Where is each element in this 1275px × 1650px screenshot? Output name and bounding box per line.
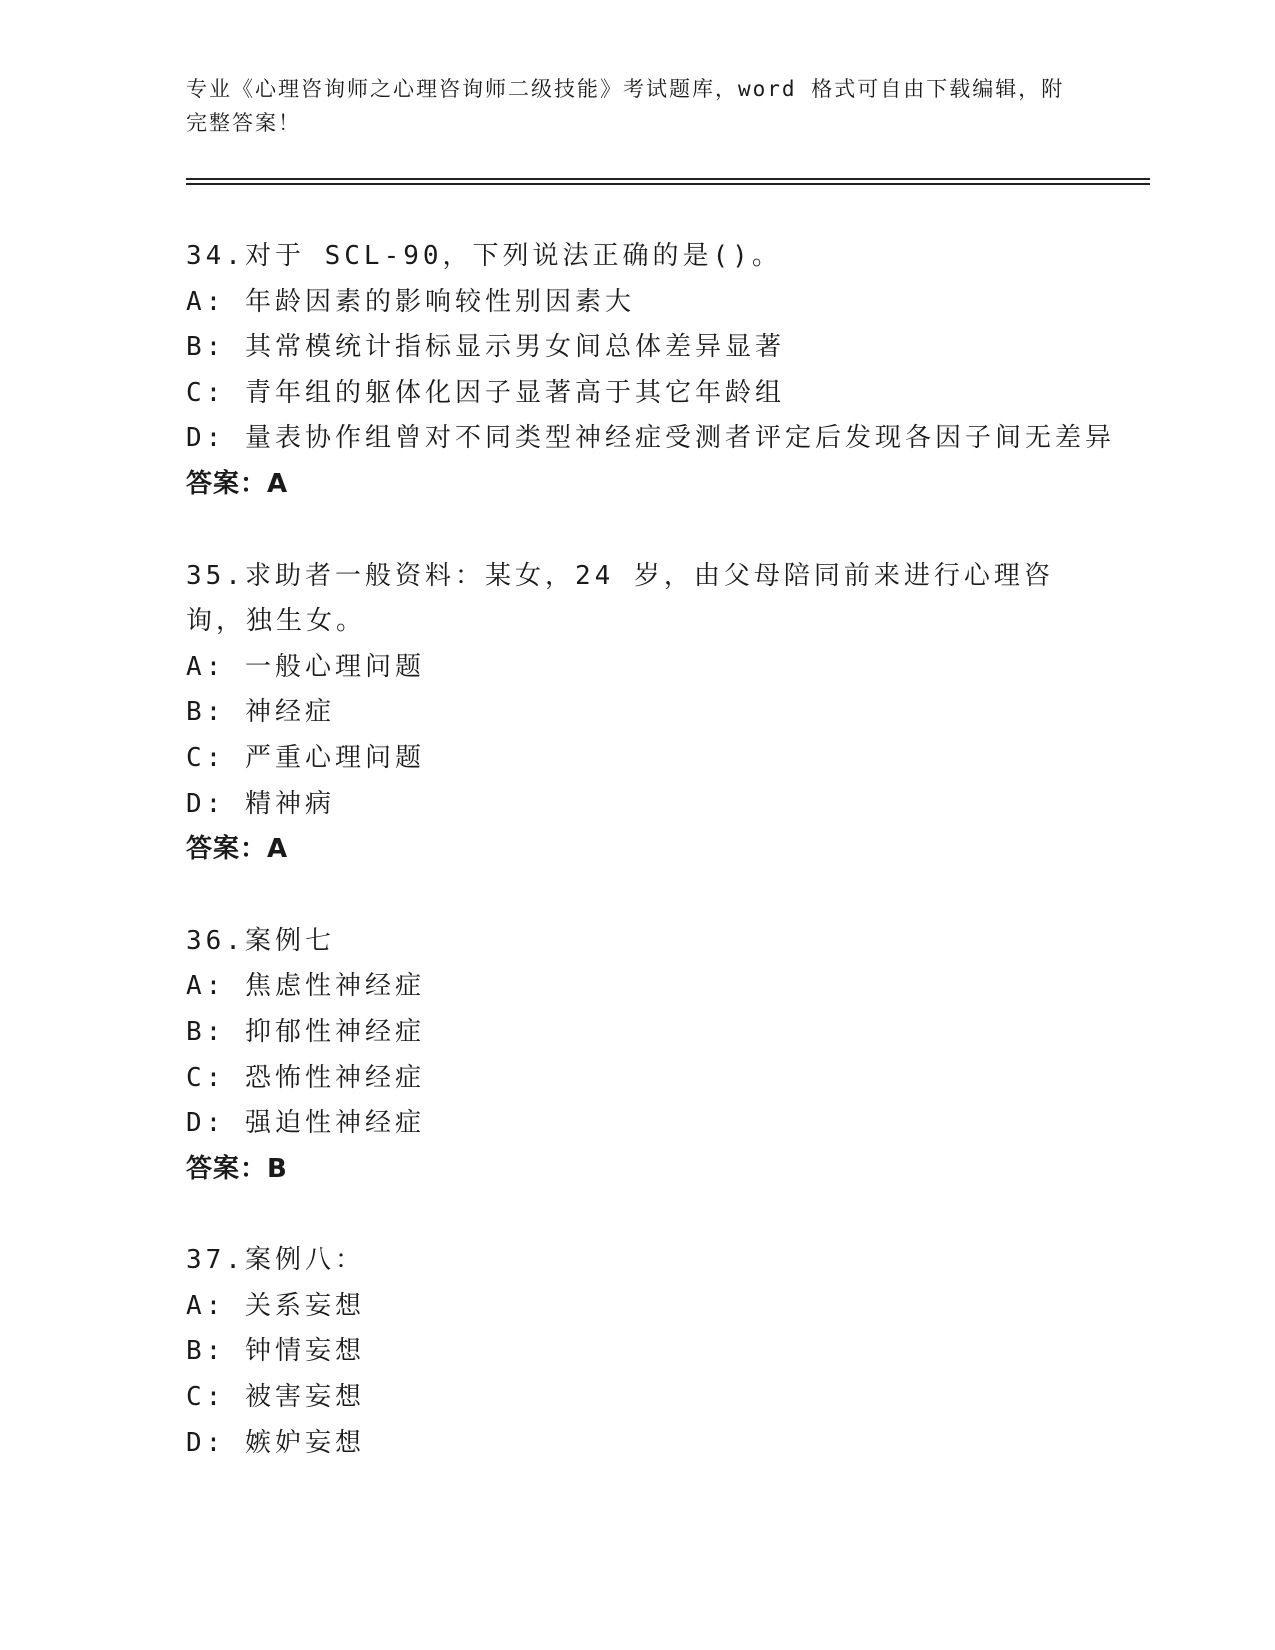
option-d: D: 精神病 — [186, 788, 335, 819]
question-list — [186, 234, 1115, 1512]
answer-label: 答案：A — [186, 834, 289, 865]
header-text: 专业《心理咨询师之心理咨询师二级技能》考试题库，word 格式可自由下载编辑，附完整答案！ — [186, 77, 1065, 135]
document-header — [186, 72, 1086, 140]
option-d: D: 量表协作组曾对不同类型神经症受测者评定后发现各因子间无差异 — [186, 423, 1115, 454]
option-d: D: 嫉妒妄想 — [186, 1427, 365, 1458]
option-c: C: 被害妄想 — [186, 1382, 365, 1413]
question-stem: 35.求助者一般资料：某女，24 岁，由父母陪同前来进行心理咨询，独生女。 — [186, 560, 1054, 637]
option-a: A: 一般心理问题 — [186, 651, 425, 682]
option-b: B: 神经症 — [186, 697, 335, 728]
question-37 — [186, 1238, 1086, 1466]
answer-label: 答案：A — [186, 468, 289, 499]
question-stem: 36.案例七 — [186, 925, 335, 956]
option-a: A: 关系妄想 — [186, 1290, 365, 1321]
answer-label: 答案：B — [186, 1153, 288, 1184]
option-d: D: 强迫性神经症 — [186, 1108, 425, 1139]
option-b: B: 其常模统计指标显示男女间总体差异显著 — [186, 332, 785, 363]
header-divider-top — [186, 178, 1150, 180]
question-stem: 34.对于 SCL-90，下列说法正确的是()。 — [186, 241, 782, 271]
option-a: A: 年龄因素的影响较性别因素大 — [186, 286, 635, 317]
option-a: A: 焦虑性神经症 — [186, 971, 425, 1002]
question-36 — [186, 919, 1086, 1193]
option-b: B: 抑郁性神经症 — [186, 1016, 425, 1047]
question-34 — [186, 234, 1115, 508]
option-c: C: 恐怖性神经症 — [186, 1062, 425, 1093]
question-stem: 37.案例八： — [186, 1245, 365, 1276]
question-35 — [186, 554, 1086, 873]
option-c: C: 青年组的躯体化因子显著高于其它年龄组 — [186, 377, 785, 408]
option-b: B: 钟情妄想 — [186, 1336, 365, 1367]
option-c: C: 严重心理问题 — [186, 742, 425, 773]
header-divider-bottom — [186, 183, 1150, 185]
